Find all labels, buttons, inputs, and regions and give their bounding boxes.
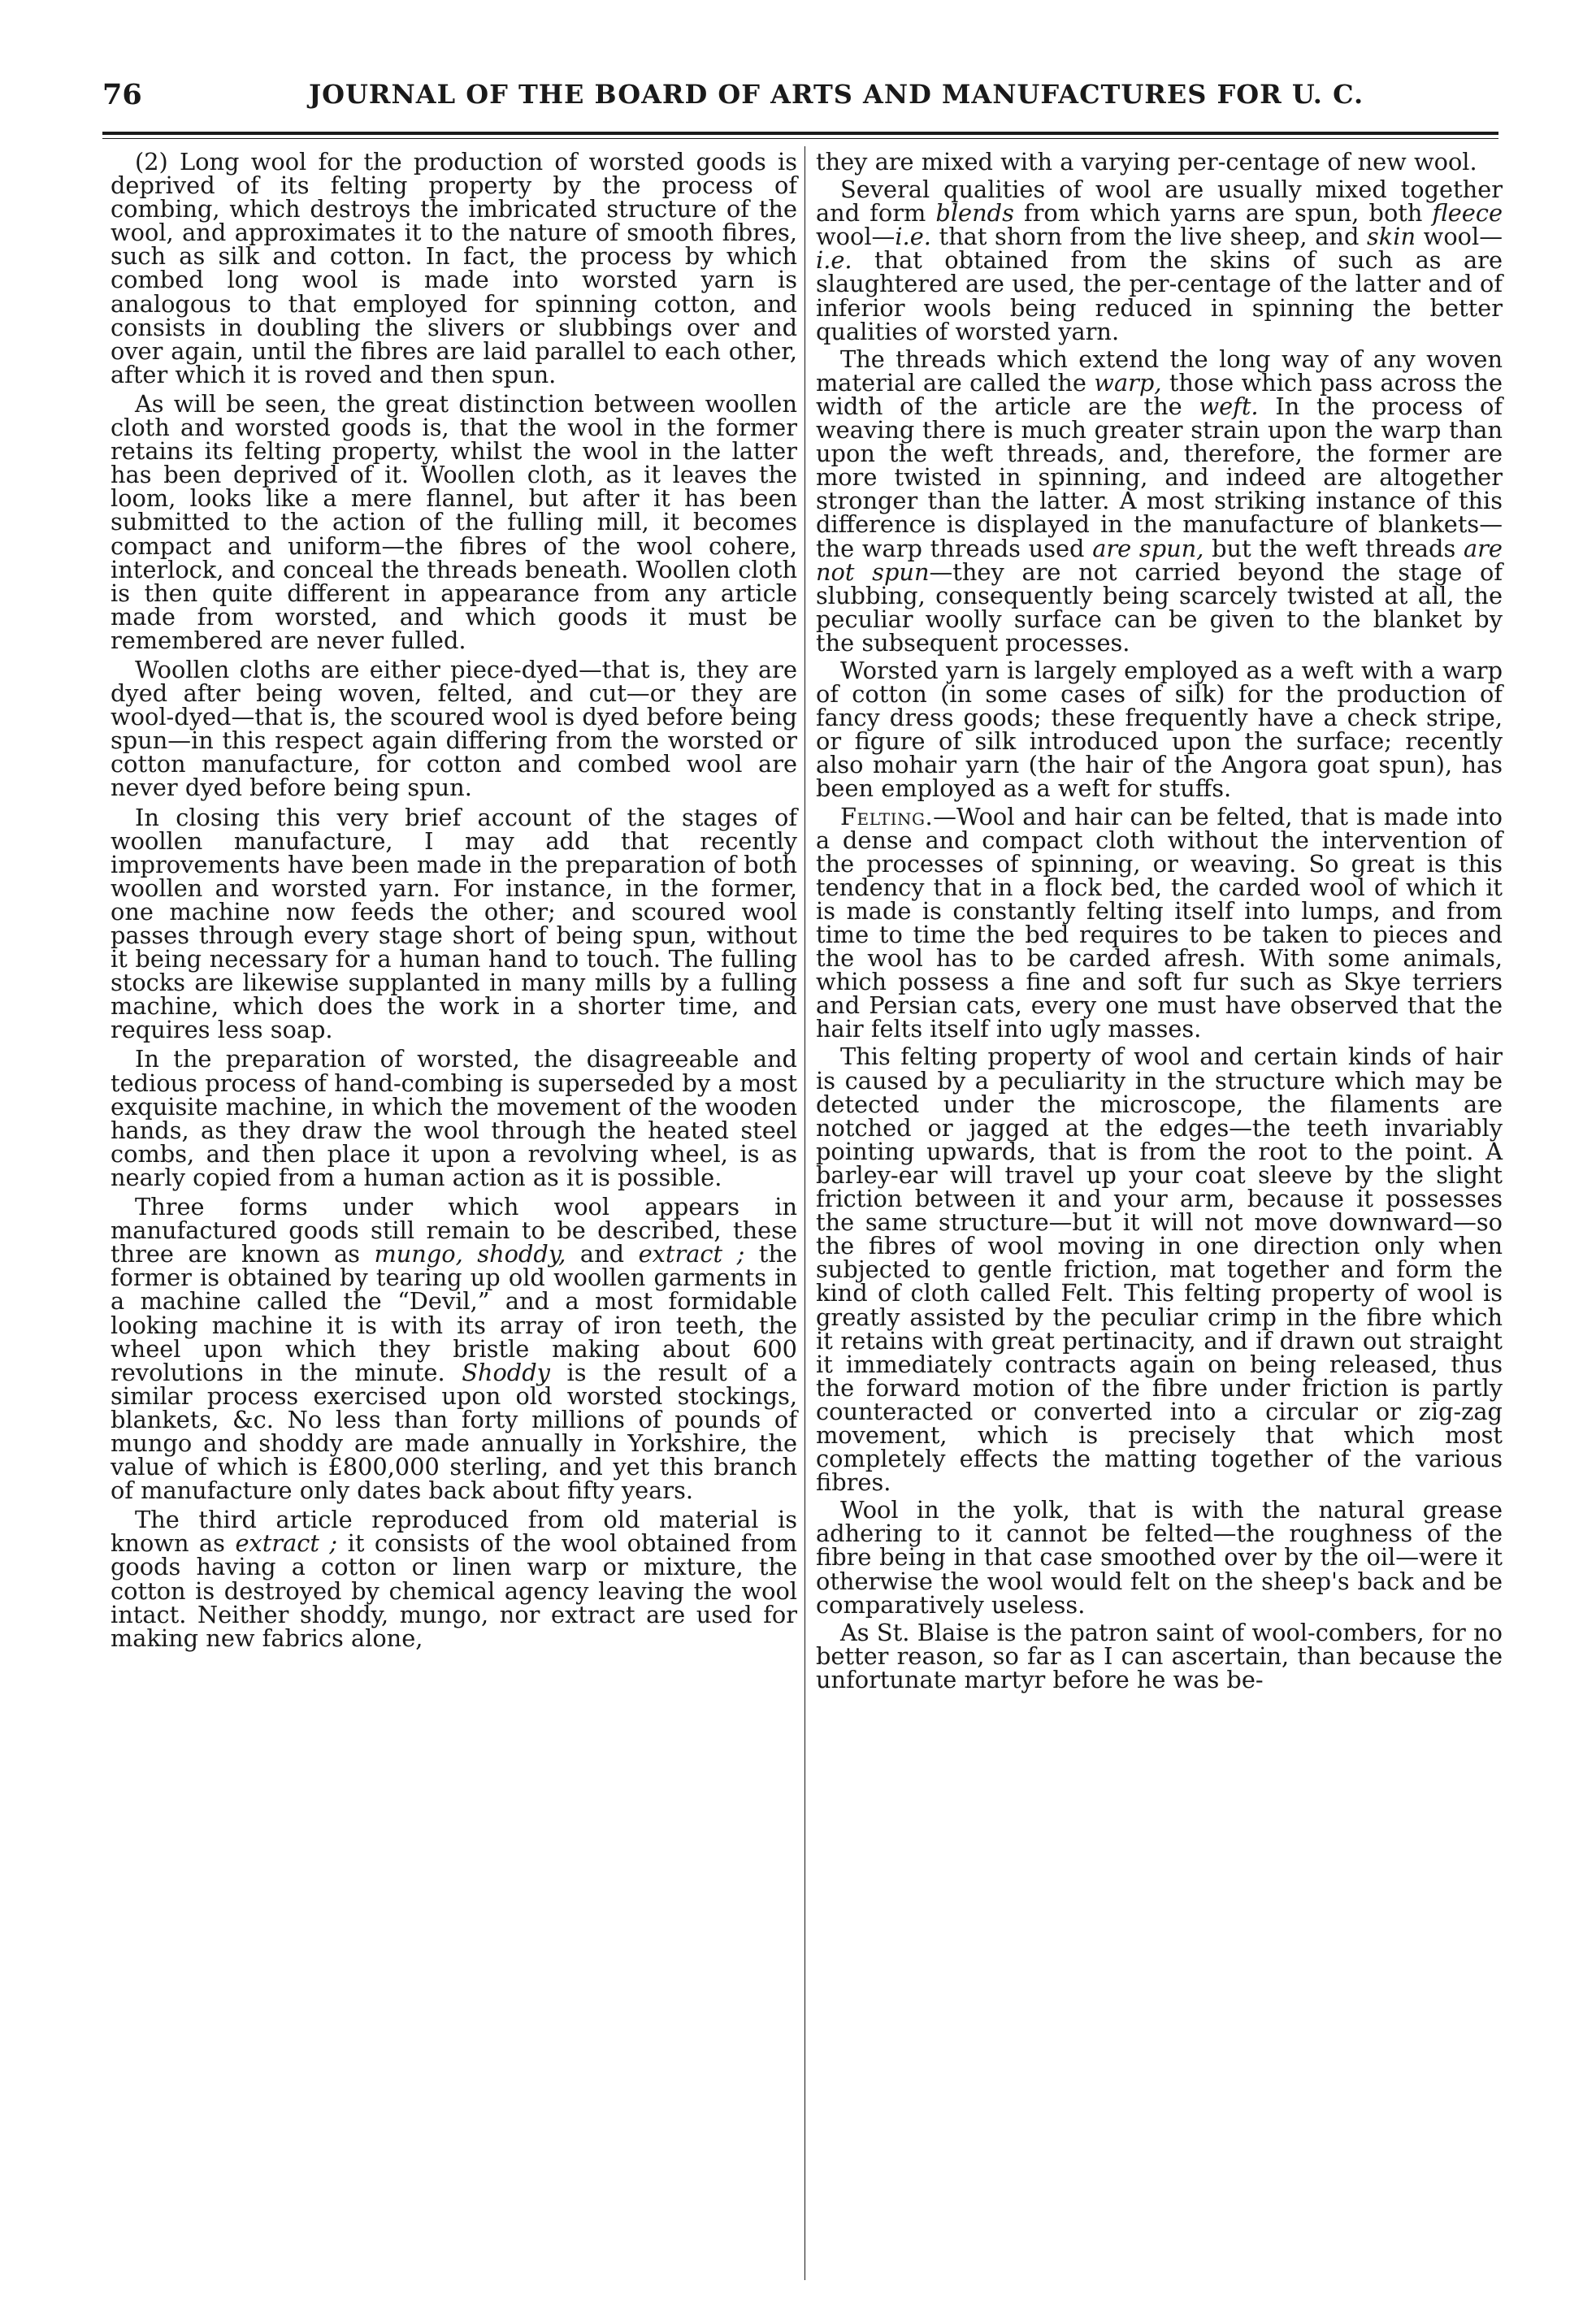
paragraph bbox=[816, 345, 1503, 657]
paragraph: This felting property of wool and certain kinds of hair is caused by a peculiarity in the structure which may be detected under the microscope, the filaments are notched or jagged at the edges—the teeth invariably pointing upwards, that is from the root to the point. A barley-ear will travel up your coat sleeve by the slight friction between it and your arm, because it possesses the same structure—but it will not move downward—so the fibres of wool moving in one direction only when subjected to gentle friction, mat together and form the kind of cloth called Felt. This felting property of wool is greatly assisted by the peculiar crimp in the fibre which it retains with great pertinacity, and if drawn out straight it immediately contracts again on being released, thus the forward motion of the fibre under friction is partly counteracted or converted into a circular or zig-zag movement, which is precisely that which most completely effects the matting together of the various fibres. bbox=[816, 1043, 1503, 1497]
italic-term: are spun, bbox=[1092, 534, 1204, 562]
text-run: Three forms under which wool appears in manufactured goods still remain to be described, these three are known as bbox=[111, 1193, 797, 1268]
text-run: Several qualities of wool are usually mixed together and form bbox=[816, 176, 1503, 228]
header-rule bbox=[102, 132, 1498, 135]
paragraph bbox=[111, 1508, 797, 1650]
italic-term: fleece bbox=[1432, 199, 1503, 228]
paragraph: Wool in the yolk, that is with the natural grease adhering to it cannot be felted—the roughness of the fibre being in that case smoothed over by the oil—were it otherwise the wool would felt on the sheep's back and be comparatively useless. bbox=[816, 1496, 1503, 1619]
text-run: those which pass across the width of the article are the bbox=[816, 368, 1503, 420]
italic-term: extract ; bbox=[638, 1240, 745, 1268]
text-run: In the process of weaving there is much greater strain upon the warp than upon the weft threads, and, therefore, the former are more twisted in spinning, and indeed are altogether stronger than the latter. A most striking instance of this difference is displayed in the manufacture of blankets—the warp threads used bbox=[816, 392, 1503, 562]
paragraph: Worsted yarn is largely employed as a weft with a warp of cotton (in some cases of silk) for the production of fancy dress goods; these frequently have a check stripe, or figure of silk introduced upon the surface; recently also mohair yarn (the hair of the Angora goat spun), has been employed as a weft for stuffs. bbox=[816, 656, 1503, 803]
text-run: the former is obtained by tearing up old woollen garments in a machine called the “Devil,” and a most formidable looking machine it is with its array of iron teeth, the wheel upon which they bristle making about 600 revolutions in the minute. bbox=[111, 1240, 797, 1386]
italic-term: mungo, shoddy, bbox=[374, 1240, 566, 1268]
paragraph: As will be seen, the great distinction between woollen cloth and worsted goods is, that the wool in the former retains its felting property, whilst the wool in the latter has been deprived of it. Woollen cloth, as it leaves the loom, looks like a mere flannel, but after it has been submitted to the action of the fulling mill, it becomes compact and uniform—the fibres of the wool cohere, interlock, and conceal the threads beneath. Woollen cloth is then quite different in appearance from any article made from worsted, and which goods it must be remembered are never fulled. bbox=[111, 389, 797, 654]
paragraph bbox=[816, 802, 1503, 1043]
right-column bbox=[816, 150, 1503, 1696]
paragraph bbox=[816, 178, 1503, 344]
italic-term: weft. bbox=[1199, 392, 1259, 420]
section-heading: Felting. bbox=[840, 802, 934, 830]
running-head: JOURNAL OF THE BOARD OF ARTS AND MANUFACTURES FOR U. C. bbox=[309, 79, 1364, 110]
header-rule-thin bbox=[102, 138, 1498, 139]
paragraph: Woollen cloths are either piece-dyed—that is, they are dyed after being woven, felted, and cut—or they are wool-dyed—that is, the scoured wool is dyed before being spun—in this respect again differing from the worsted or cotton manufacture, for cotton and combed wool are never dyed before being spun. bbox=[111, 655, 797, 802]
italic-term: Shoddy bbox=[462, 1358, 550, 1386]
left-column bbox=[111, 150, 797, 1656]
italic-term: blends bbox=[935, 199, 1014, 228]
text-run: from which yarns are spun, both bbox=[1013, 199, 1433, 228]
italic-term: i.e. bbox=[895, 223, 931, 251]
text-run: The third article reproduced from old material is known as bbox=[111, 1506, 797, 1558]
text-run: wool— bbox=[816, 223, 896, 251]
paragraph: In closing this very brief account of the stages of woollen manufacture, I may add that recently improvements have been made in the preparation of both woollen and worsted yarn. For instance, in the former, one machine now feeds the other; and scoured wool passes through every stage short of being spun, without it being necessary for a human hand to touch. The fulling stocks are likewise supplanted in many mills by a fulling machine, which does the work in a shorter time, and requires less soap. bbox=[111, 803, 797, 1044]
text-run: is the result of a similar process exercised upon old worsted stockings, blankets, &c. No less than forty millions of pounds of mungo and shoddy are made annually in Yorkshire, the value of which is £800,000 sterling, and yet this branch of manufacture only dates back about fifty years. bbox=[111, 1358, 797, 1505]
text-run: The threads which extend the long way of any woven material are called the bbox=[816, 345, 1503, 397]
text-run: that shorn from the live sheep, and bbox=[930, 223, 1368, 251]
text-run: and bbox=[566, 1240, 639, 1268]
paragraph: (2) Long wool for the production of worsted goods is deprived of its felting property by the process of combing, which destroys the imbricated structure of the wool, and approximates it to the nature of smooth fibres, such as silk and cotton. In fact, the process by which combed long wool is made into worsted yarn is analogous to that employed for spinning cotton, and consists in doubling the slivers or slubbings over and over again, until the fibres are laid parallel to each other, after which it is roved and then spun. bbox=[111, 148, 797, 388]
text-run: but the weft threads bbox=[1204, 534, 1464, 562]
paragraph bbox=[111, 1193, 797, 1505]
italic-term: warp, bbox=[1094, 368, 1162, 397]
paragraph: they are mixed with a varying per-centage of new wool. bbox=[816, 148, 1477, 176]
page-number: 76 bbox=[102, 78, 142, 111]
italic-term: extract ; bbox=[235, 1529, 338, 1558]
italic-term: are not spun bbox=[816, 534, 1503, 586]
text-run: —they are not carried beyond the stage of slubbing, consequently being scarcely twisted at all, the peculiar woolly surface can be given to the blanket by the subsequent processes. bbox=[816, 557, 1503, 657]
text-run: wool— bbox=[1416, 223, 1503, 251]
paragraph: As St. Blaise is the patron saint of wool-combers, for no better reason, so far as I can ascertain, than because the unfortunate martyr before he was be- bbox=[816, 1618, 1503, 1693]
italic-term: skin bbox=[1367, 223, 1416, 251]
text-run: —Wool and hair can be felted, that is made into a dense and compact cloth without the intervention of the processes of spinning, or weaving. So great is this tendency that in a flock bed, the carded wool of which it is made is constantly felting itself into lumps, and from time to time the bed requires to be taken to pieces and the wool has to be carded afresh. With some animals, which possess a fine and soft fur such as Skye terriers and Persian cats, every one must have observed that the hair felts itself into ugly masses. bbox=[816, 802, 1503, 1043]
text-run: it consists of the wool obtained from goods having a cotton or linen warp or mixture, the cotton is destroyed by chemical agency leaving the wool intact. Neither shoddy, mungo, nor extract are used for making new fabrics alone, bbox=[111, 1529, 797, 1652]
italic-term: i.e. bbox=[816, 246, 852, 275]
text-run: that obtained from the skins of such as are slaughtered are used, the per-centage of the latter and of inferior wools being reduced in spinning the better qualities of worsted yarn. bbox=[816, 246, 1503, 345]
paragraph: In the preparation of worsted, the disagreeable and tedious process of hand-combing is superseded by a most exquisite machine, in which the movement of the wooden hands, as they draw the wool through the heated steel combs, and then place it upon a revolving wheel, is as nearly copied from a human action as it is possible. bbox=[111, 1045, 797, 1191]
